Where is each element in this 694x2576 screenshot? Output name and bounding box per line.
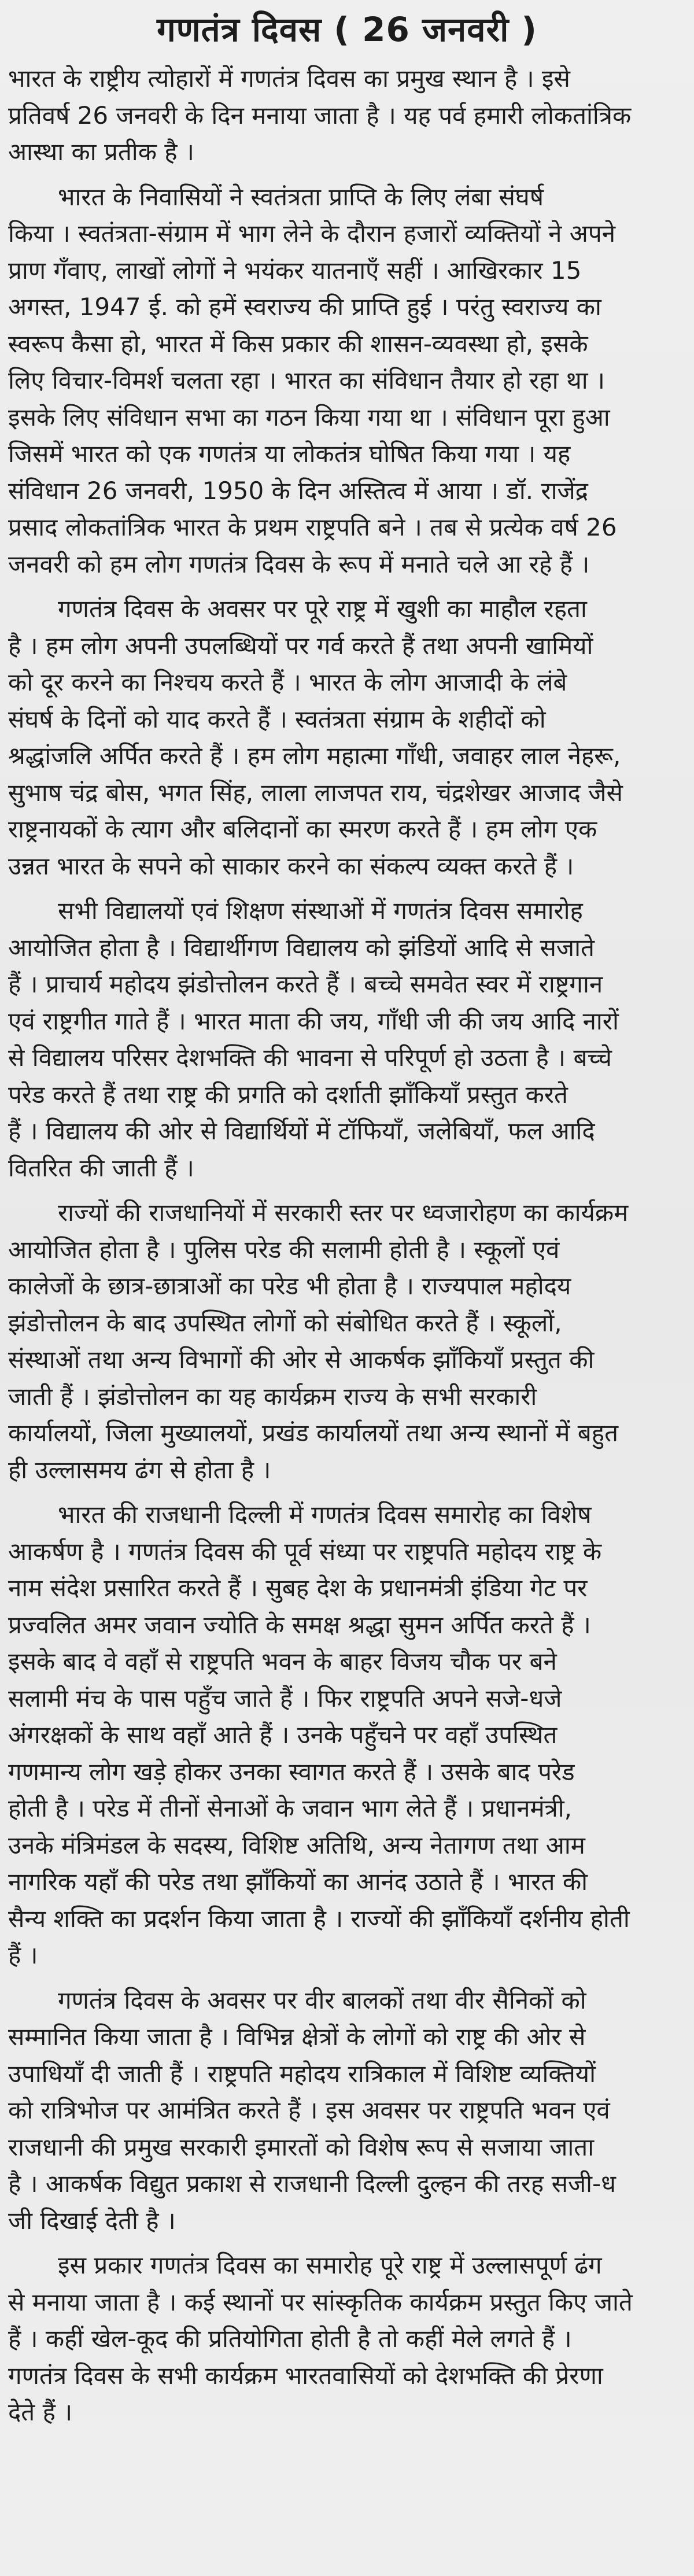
paragraph-line: इसके बाद वे वहाँ से राष्ट्रपति भवन के बाहर विजय चौक पर बने: [8, 1647, 557, 1675]
paragraph-line: जी दिखाई देती है ।: [8, 2206, 176, 2235]
paragraph-line: आस्था का प्रतीक है ।: [8, 138, 194, 166]
paragraph-line: संविधान 26 जनवरी, 1950 के दिन अस्तित्व में आया । डॉ. राजेंद्र: [8, 476, 588, 505]
paragraph-line: राज्यों की राजधानियों में सरकारी स्तर पर ध्वजारोहण का कार्यक्रम: [58, 1198, 629, 1227]
paragraph-line: सुभाष चंद्र बोस, भगत सिंह, लाला लाजपत राय, चंद्रशेखर आजाद जैसे: [8, 778, 623, 807]
paragraph-line: प्रसाद लोकतांत्रिक भारत के प्रथम राष्ट्रपति बने । तब से प्रत्येक वर्ष 26: [8, 513, 617, 541]
paragraph-line: हैं । प्राचार्य महोदय झंडोत्तोलन करते हैं । बच्चे समवेत स्वर में राष्ट्रगान: [8, 970, 603, 998]
essay-paragraph: [8, 591, 686, 884]
paragraph-line: है । हम लोग अपनी उपलब्धियों पर गर्व करते हैं तथा अपनी खामियों: [8, 631, 593, 660]
paragraph-line: ही उल्लासमय ढंग से होता है ।: [8, 1455, 271, 1484]
essay-body: [8, 60, 686, 2431]
essay-paragraph: [8, 1982, 686, 2239]
paragraph-line: झंडोत्तोलन के बाद उपस्थित लोगों को संबोधित करते हैं । स्कूलों,: [8, 1308, 562, 1337]
paragraph-line: प्रतिवर्ष 26 जनवरी के दिन मनाया जाता है । यह पर्व हमारी लोकतांत्रिक: [8, 101, 632, 130]
paragraph-line: श्रद्धांजलि अर्पित करते हैं । हम लोग महात्मा गाँधी, जवाहर लाल नेहरू,: [8, 741, 621, 770]
paragraph-line: गणतंत्र दिवस के अवसर पर पूरे राष्ट्र में खुशी का माहौल रहता: [58, 595, 587, 623]
paragraph-line: हैं । विद्यालय की ओर से विद्यार्थियों में टॉफियाँ, जलेबियाँ, फल आदि: [8, 1117, 595, 1145]
paragraph-line: इसके लिए संविधान सभा का गठन किया गया था । संविधान पूरा हुआ: [8, 403, 610, 431]
paragraph-line: कार्यालयों, जिला मुख्यालयों, प्रखंड कार्यालयों तथा अन्य स्थानों में बहुत: [8, 1419, 619, 1447]
paragraph-line: गणतंत्र दिवस के सभी कार्यक्रम भारतवासियों को देशभक्ति की प्रेरणा: [8, 2361, 603, 2390]
paragraph-line: उपाधियाँ दी जाती हैं । राष्ट्रपति महोदय रात्रिकाल में विशिष्ट व्यक्तियों: [8, 2059, 596, 2088]
paragraph-line: संघर्ष के दिनों को याद करते हैं । स्वतंत्रता संग्राम के शहीदों को: [8, 704, 546, 733]
paragraph-line: प्राण गँवाए, लाखों लोगों ने भयंकर यातनाएँ सहीं । आखिरकार 15: [8, 256, 582, 285]
paragraph-line: को दूर करने का निश्चय करते हैं । भारत के लोग आजादी के लंबे: [8, 668, 567, 696]
paragraph-line: अगस्त, 1947 ई. को हमें स्वराज्य की प्राप्ति हुई । परंतु स्वराज्य का: [8, 293, 601, 321]
essay-paragraph: [8, 60, 686, 171]
essay-paragraph: [8, 2247, 686, 2431]
paragraph-line: राजधानी की प्रमुख सरकारी इमारतों को विशेष रूप से सजाया जाता: [8, 2132, 595, 2161]
paragraph-line: आकर्षण है । गणतंत्र दिवस की पूर्व संध्या पर राष्ट्रपति महोदय राष्ट्र के: [8, 1537, 602, 1566]
paragraph-line: देते हैं ।: [8, 2398, 73, 2426]
essay-paragraph: [8, 179, 686, 583]
paragraph-line: नाम संदेश प्रसारित करते हैं । सुबह देश के प्रधानमंत्री इंडिया गेट पर: [8, 1574, 588, 1602]
essay-paragraph: [8, 1194, 686, 1488]
paragraph-line: उन्नत भारत के सपने को साकार करने का संकल्प व्यक्त करते हैं ।: [8, 851, 574, 880]
paragraph-line: सम्मानित किया जाता है । विभिन्न क्षेत्रों के लोगों को राष्ट्र की ओर से: [8, 2023, 586, 2051]
paragraph-line: एवं राष्ट्रगीत गाते हैं । भारत माता की जय, गाँधी जी की जय आदि नारों: [8, 1006, 619, 1035]
paragraph-line: प्रज्वलित अमर जवान ज्योति के समक्ष श्रद्धा सुमन अर्पित करते हैं ।: [8, 1610, 591, 1639]
essay-paragraph: [8, 1496, 686, 1974]
paragraph-line: भारत की राजधानी दिल्ली में गणतंत्र दिवस समारोह का विशेष: [58, 1500, 592, 1529]
paragraph-line: जनवरी को हम लोग गणतंत्र दिवस के रूप में मनाते चले आ रहे हैं ।: [8, 549, 590, 578]
paragraph-line: होती है । परेड में तीनों सेनाओं के जवान भाग लेते हैं । प्रधानमंत्री,: [8, 1794, 572, 1822]
paragraph-line: इस प्रकार गणतंत्र दिवस का समारोह पूरे राष्ट्र में उल्लासपूर्ण ढंग: [58, 2251, 602, 2279]
paragraph-line: आयोजित होता है । पुलिस परेड की सलामी होती है । स्कूलों एवं: [8, 1235, 560, 1264]
paragraph-line: जिसमें भारत को एक गणतंत्र या लोकतंत्र घोषित किया गया । यह: [8, 440, 571, 468]
paragraph-line: सैन्य शक्ति का प्रदर्शन किया जाता है । राज्यों की झाँकियाँ दर्शनीय होती: [8, 1904, 630, 1933]
paragraph-line: हैं । कहीं खेल-कूद की प्रतियोगिता होती है तो कहीं मेले लगते हैं ।: [8, 2324, 572, 2353]
paragraph-line: सलामी मंच के पास पहुँच जाते हैं । फिर राष्ट्रपति अपने सजे-धजे: [8, 1684, 562, 1713]
paragraph-line: गणमान्य लोग खड़े होकर उनका स्वागत करते हैं । उसके बाद परेड: [8, 1757, 575, 1786]
paragraph-line: राष्ट्रनायकों के त्याग और बलिदानों का स्मरण करते हैं । हम लोग एक: [8, 815, 597, 843]
essay-paragraph: [8, 892, 686, 1186]
paragraph-line: संस्थाओं तथा अन्य विभागों की ओर से आकर्षक झाँकियाँ प्रस्तुत की: [8, 1345, 595, 1374]
paragraph-line: लिए विचार-विमर्श चलता रहा । भारत का संविधान तैयार हो रहा था ।: [8, 366, 605, 394]
paragraph-line: से मनाया जाता है । कई स्थानों पर सांस्कृतिक कार्यक्रम प्रस्तुत किए जाते: [8, 2287, 633, 2316]
paragraph-line: वितरित की जाती हैं ।: [8, 1153, 194, 1182]
paragraph-line: परेड करते हैं तथा राष्ट्र की प्रगति को दर्शाती झाँकियाँ प्रस्तुत करते: [8, 1080, 568, 1109]
paragraph-line: किया । स्वतंत्रता-संग्राम में भाग लेने के दौरान हजारों व्यक्तियों ने अपने: [8, 219, 616, 248]
essay-title: गणतंत्र दिवस ( 26 जनवरी ): [157, 10, 537, 49]
paragraph-line: कालेजों के छात्र-छात्राओं का परेड भी होता है । राज्यपाल महोदय: [8, 1272, 571, 1300]
paragraph-line: गणतंत्र दिवस के अवसर पर वीर बालकों तथा वीर सैनिकों को: [58, 1985, 586, 2014]
paragraph-line: से विद्यालय परिसर देशभक्ति की भावना से परिपूर्ण हो उठता है । बच्चे: [8, 1043, 612, 1072]
paragraph-line: भारत के निवासियों ने स्वतंत्रता प्राप्ति के लिए लंबा संघर्ष: [58, 182, 544, 211]
paragraph-line: जाती हैं । झंडोत्तोलन का यह कार्यक्रम राज्य के सभी सरकारी: [8, 1382, 537, 1411]
paragraph-line: उनके मंत्रिमंडल के सदस्य, विशिष्ट अतिथि, अन्य नेतागण तथा आम: [8, 1830, 585, 1859]
paragraph-line: अंगरक्षकों के साथ वहाँ आते हैं । उनके पहुँचने पर वहाँ उपस्थित: [8, 1721, 558, 1749]
paragraph-line: नागरिक यहाँ की परेड तथा झाँकियों का आनंद उठाते हैं । भारत की: [8, 1868, 588, 1896]
paragraph-line: हैं ।: [8, 1941, 38, 1969]
paragraph-line: भारत के राष्ट्रीय त्योहारों में गणतंत्र दिवस का प्रमुख स्थान है । इसे: [8, 64, 570, 93]
paragraph-line: को रात्रिभोज पर आमंत्रित करते हैं । इस अवसर पर राष्ट्रपति भवन एवं: [8, 2096, 610, 2124]
paragraph-line: स्वरूप कैसा हो, भारत में किस प्रकार की शासन-व्यवस्था हो, इसके: [8, 329, 588, 358]
paragraph-line: है । आकर्षक विद्युत प्रकाश से राजधानी दिल्ली दुल्हन की तरह सजी-ध: [8, 2169, 616, 2198]
paragraph-line: आयोजित होता है । विद्यार्थीगण विद्यालय को झंडियों आदि से सजाते: [8, 933, 595, 962]
paragraph-line: सभी विद्यालयों एवं शिक्षण संस्थाओं में गणतंत्र दिवस समारोह: [58, 896, 583, 925]
